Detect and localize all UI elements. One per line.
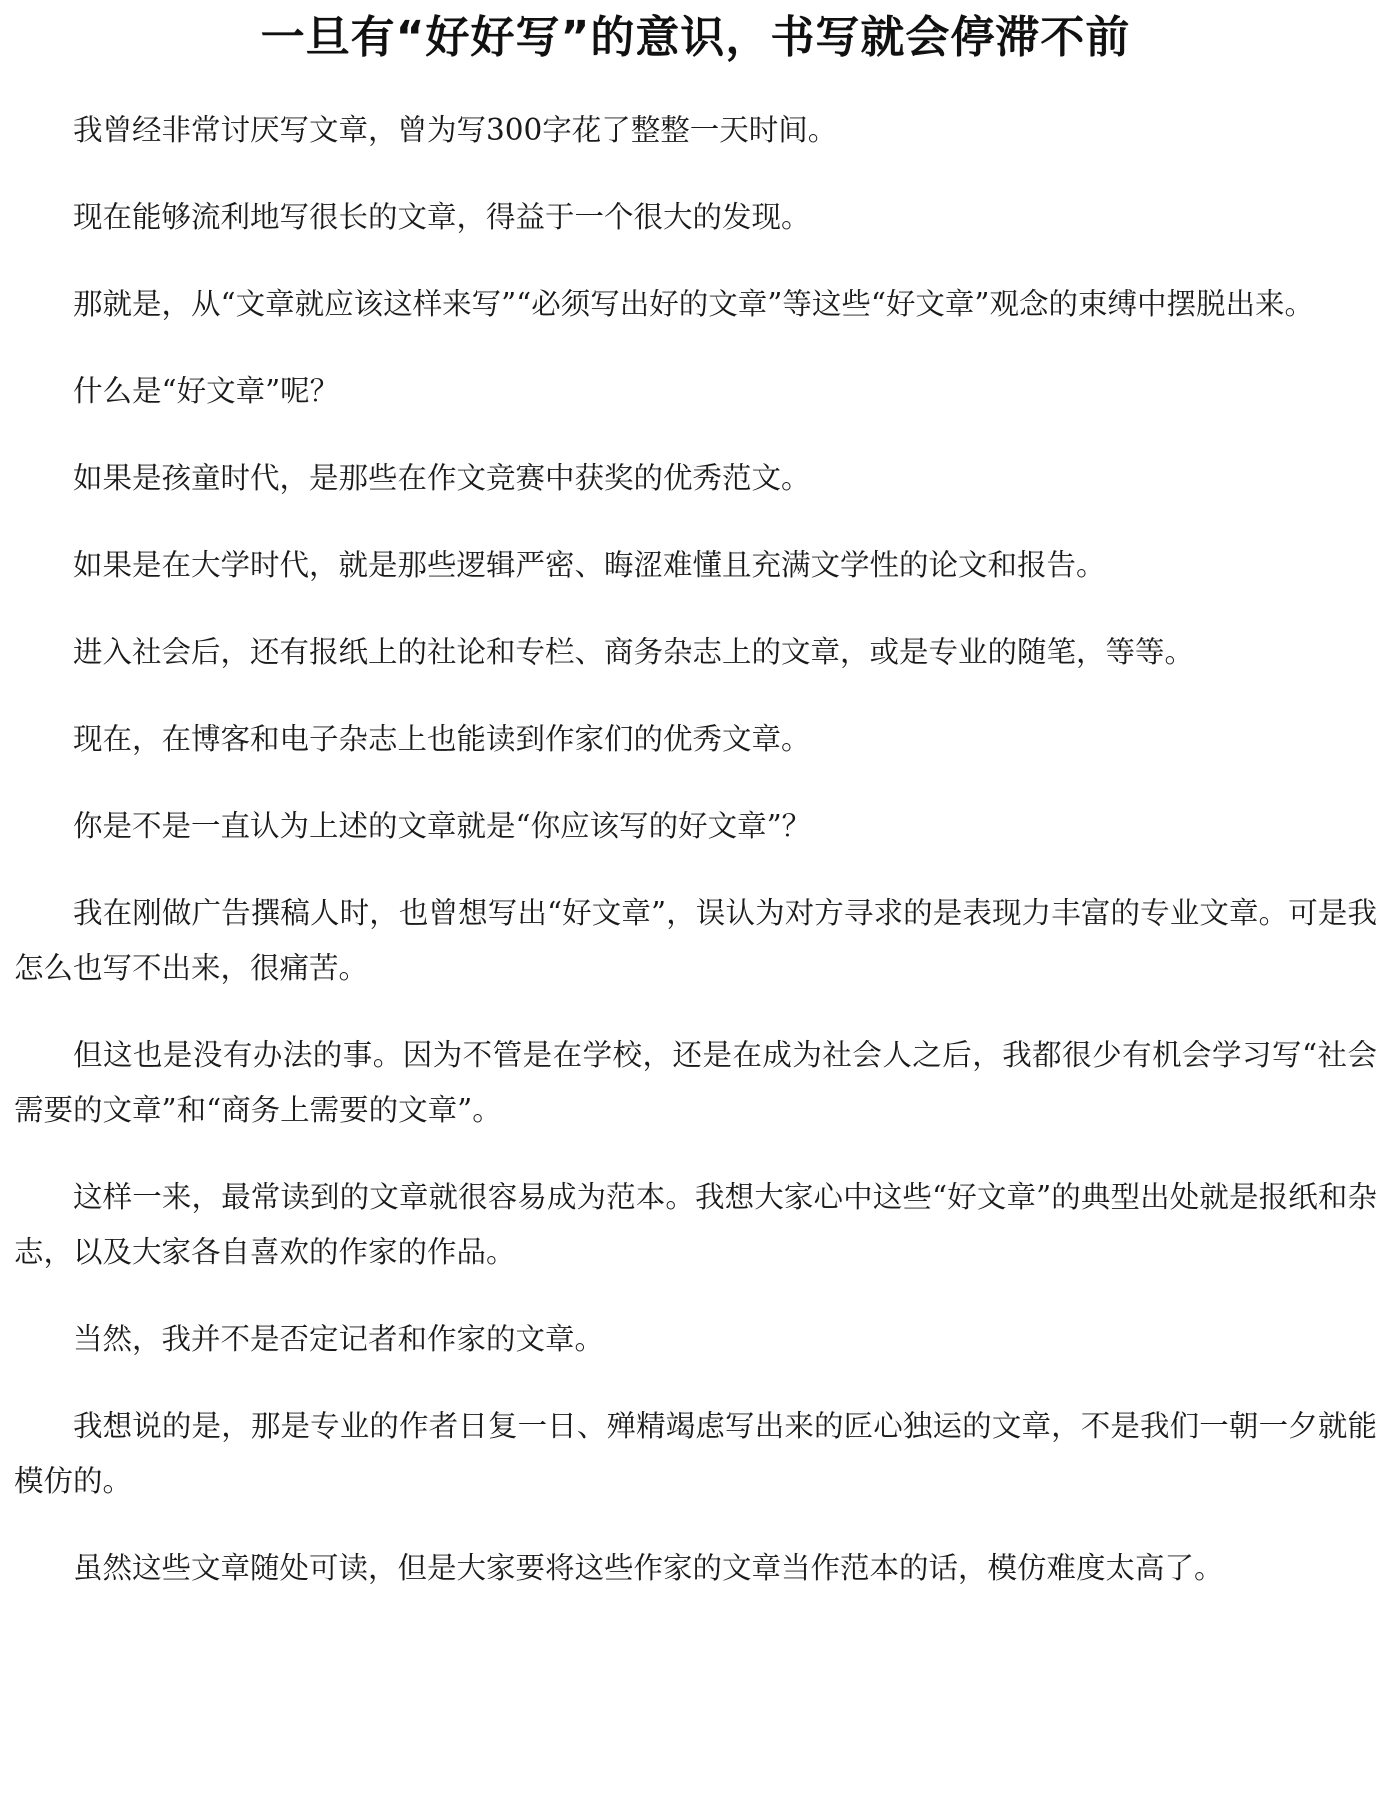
paragraph-12: 这样一来，最常读到的文章就很容易成为范本。我想大家心中这些“好文章”的典型出处就是报纸和杂志，以及大家各自喜欢的作家的作品。 (14, 1180, 1377, 1269)
paragraph-8: 现在，在博客和电子杂志上也能读到作家们的优秀文章。 (73, 722, 811, 756)
paragraph-3: 那就是，从“文章就应该这样来写”“必须写出好的文章”等这些“好文章”观念的束缚中摆脱出来。 (73, 287, 1314, 321)
paragraph-14: 我想说的是，那是专业的作者日复一日、殚精竭虑写出来的匠心独运的文章，不是我们一朝一夕就能模仿的。 (14, 1409, 1377, 1498)
paragraph-7: 进入社会后，还有报纸上的社论和专栏、商务杂志上的文章，或是专业的随笔，等等。 (73, 635, 1195, 669)
paragraph-5: 如果是孩童时代，是那些在作文竞赛中获奖的优秀范文。 (73, 461, 811, 495)
paragraph-2: 现在能够流利地写很长的文章，得益于一个很大的发现。 (73, 200, 811, 234)
paragraph-1: 我曾经非常讨厌写文章，曾为写300字花了整整一天时间。 (73, 113, 838, 147)
document-body (14, 103, 1377, 1596)
page-title: 一旦有“好好写”的意识，书写就会停滞不前 (260, 12, 1131, 63)
paragraph-6: 如果是在大学时代，就是那些逻辑严密、晦涩难懂且充满文学性的论文和报告。 (73, 548, 1106, 582)
paragraph-15: 虽然这些文章随处可读，但是大家要将这些作家的文章当作范本的话，模仿难度太高了。 (73, 1551, 1224, 1585)
paragraph-9: 你是不是一直认为上述的文章就是“你应该写的好文章”？ (73, 809, 812, 843)
paragraph-13: 当然，我并不是否定记者和作家的文章。 (73, 1322, 605, 1356)
paragraph-10: 我在刚做广告撰稿人时，也曾想写出“好文章”，误认为对方寻求的是表现力丰富的专业文章。可是我怎么也写不出来，很痛苦。 (14, 896, 1377, 985)
paragraph-4: 什么是“好文章”呢？ (73, 374, 340, 408)
paragraph-11: 但这也是没有办法的事。因为不管是在学校，还是在成为社会人之后，我都很少有机会学习写“社会需要的文章”和“商务上需要的文章”。 (14, 1038, 1377, 1127)
